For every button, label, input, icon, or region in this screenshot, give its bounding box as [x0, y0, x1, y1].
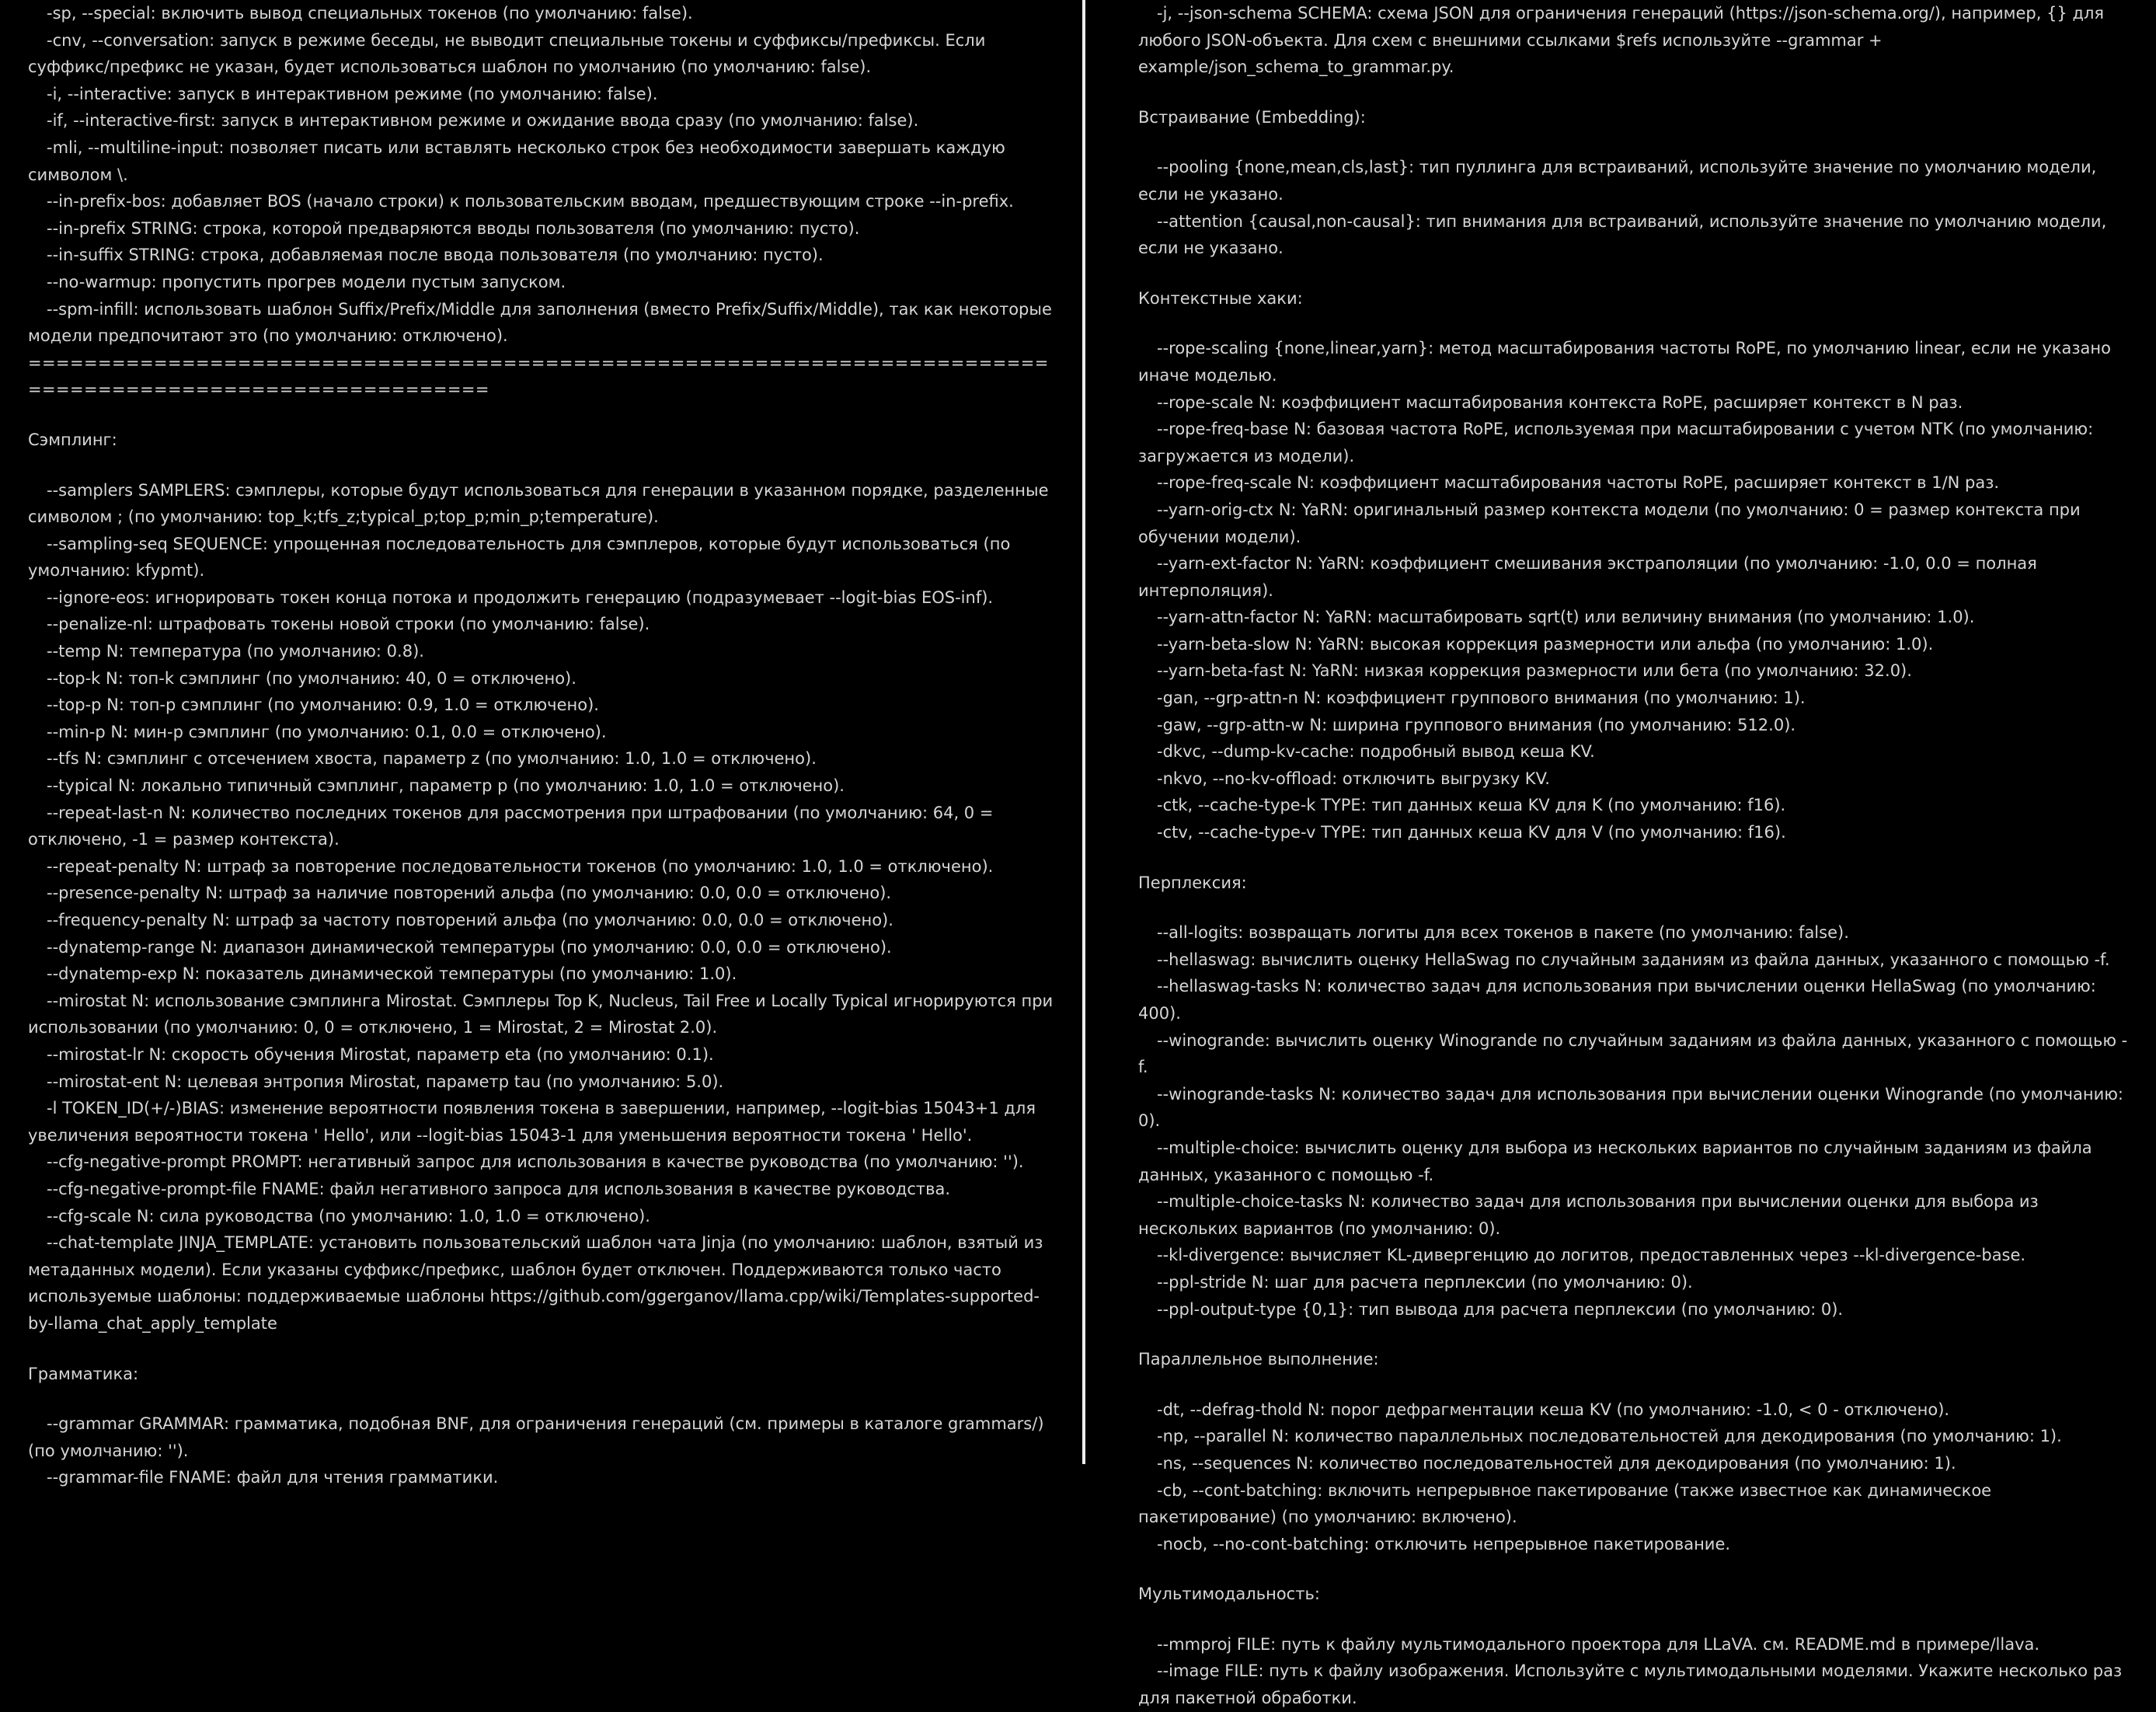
- option-line: -mli, --multiline-input: позволяет писать или вставлять несколько строк без необходимости завершать каждую символом \.: [28, 138, 1011, 184]
- option-line: --winogrande: вычислить оценку Winogrande по случайным заданиям из файла данных, указанного с помощью -f.: [1138, 1030, 2128, 1077]
- option-line: --mirostat N: использование сэмплинга Mirostat. Сэмплеры Top K, Nucleus, Tail Free и Locally Typical игнорируются при использовании (по умолчанию: 0, 0 = отключено, 1 = Mirostat, 2 = Mirostat 2.0).: [28, 991, 1058, 1037]
- option-line: -if, --interactive-first: запуск в интерактивном режиме и ожидание ввода сразу (по умолчанию: false).: [47, 111, 919, 131]
- option-line: -ctk, --cache-type-k TYPE: тип данных кеша KV для K (по умолчанию: f16).: [1157, 796, 1786, 815]
- sampling-options-list: [28, 477, 1058, 1337]
- option-line: -ctv, --cache-type-v TYPE: тип данных кеша KV для V (по умолчанию: f16).: [1157, 823, 1786, 842]
- option-line: -dkvc, --dump-kv-cache: подробный вывод кеша KV.: [1157, 742, 1595, 762]
- option-line: --mirostat-lr N: скорость обучения Mirostat, параметр eta (по умолчанию: 0.1).: [47, 1044, 714, 1064]
- option-line: --cfg-negative-prompt-file FNAME: файл негативного запроса для использования в качестве руководства.: [47, 1179, 951, 1198]
- option-line: --mmproj FILE: путь к файлу мультимодального проектора для LLaVA. см. README.md в примере/llava.: [1157, 1634, 2040, 1654]
- sampling-heading: Сэмплинг:: [28, 430, 117, 449]
- option-line: -i, --interactive: запуск в интерактивном режиме (по умолчанию: false).: [47, 84, 658, 103]
- embedding-heading: Встраивание (Embedding):: [1138, 107, 1366, 127]
- right-terminal-pane[interactable]: [1085, 0, 2156, 1708]
- option-line: --ppl-stride N: шаг для расчета перплексии (по умолчанию: 0).: [1157, 1272, 1693, 1292]
- grammar-options-list: [28, 1410, 1054, 1491]
- option-line: --samplers SAMPLERS: сэмплеры, которые будут использоваться для генерации в указанном порядке, разделенные символом ; (по умолчанию: top_k;tfs_z;typical_p;top_p;min_p;temperature).: [28, 480, 1054, 527]
- option-line: -dt, --defrag-thold N: порог дефрагментации кеша KV (по умолчанию: -1.0, < 0 - отключено).: [1157, 1400, 1950, 1419]
- option-line: --multiple-choice-tasks N: количество задач для использования при вычислении оценки для выбора из нескольких вариантов (по умолчанию: 0).: [1138, 1192, 2044, 1238]
- option-line: --multiple-choice: вычислить оценку для выбора из нескольких вариантов по случайным заданиям из файла данных, указанного с помощью -f.: [1138, 1138, 2098, 1184]
- section-separator: ==========================================================================================================: [28, 353, 1049, 399]
- option-line: --in-suffix STRING: строка, добавляемая после ввода пользователя (по умолчанию: пусто).: [47, 246, 824, 265]
- json-schema-option: [1138, 0, 2133, 81]
- option-line: -j, --json-schema SCHEMA: схема JSON для ограничения генераций (https://json-schema.org/), например, {} для любого JSON-объекта. Для схем с внешними ссылками $refs используйте --grammar + example/json_schema_to_grammar.py.: [1138, 4, 2109, 77]
- option-line: --spm-infill: использовать шаблон Suffix/Prefix/Middle для заполнения (вместо Prefix/Suffix/Middle), так как некоторые модели предпочитают это (по умолчанию: отключено).: [28, 299, 1057, 346]
- parallel-options-list: [1138, 1396, 2133, 1558]
- option-line: --rope-freq-scale N: коэффициент масштабирования частоты RoPE, расширяет контекст в 1/N раз.: [1157, 473, 2000, 493]
- option-line: --yarn-attn-factor N: YaRN: масштабировать sqrt(t) или величину внимания (по умолчанию: 1.0).: [1157, 608, 1975, 627]
- option-line: --repeat-penalty N: штраф за повторение последовательности токенов (по умолчанию: 1.0, 1.0 = отключено).: [47, 856, 994, 876]
- option-line: --no-warmup: пропустить прогрев модели пустым запуском.: [47, 272, 566, 291]
- option-line: --grammar-file FNAME: файл для чтения грамматики.: [47, 1468, 499, 1487]
- parallel-heading: Параллельное выполнение:: [1138, 1350, 1379, 1369]
- option-line: -cb, --cont-batching: включить непрерывное пакетирование (также известное как динамическое пакетирование) (по умолчанию: включено).: [1138, 1480, 1997, 1527]
- option-line: --penalize-nl: штрафовать токены новой строки (по умолчанию: false).: [47, 615, 650, 634]
- option-line: -l TOKEN_ID(+/-)BIAS: изменение вероятности появления токена в завершении, например, --logit-bias 15043+1 для увеличения вероятности токена ' Hello', или --logit-bias 15043-1 для уменьшения вероятности токена ' Hello'.: [28, 1099, 1041, 1145]
- option-line: --cfg-scale N: сила руководства (по умолчанию: 1.0, 1.0 = отключено).: [47, 1206, 650, 1226]
- option-line: --kl-divergence: вычисляет KL-дивергенцию до логитов, предоставленных через --kl-divergence-base.: [1157, 1246, 2026, 1265]
- option-line: --ignore-eos: игнорировать токен конца потока и продолжить генерацию (подразумевает --logit-bias EOS-inf).: [47, 588, 994, 607]
- context-hacks-heading: Контекстные хаки:: [1138, 288, 1303, 308]
- option-line: --rope-scaling {none,linear,yarn}: метод масштабирования частоты RoPE, по умолчанию linear, если не указано иначе моделью.: [1138, 339, 2116, 385]
- option-line: -np, --parallel N: количество параллельных последовательностей для декодирования (по умолчанию: 1).: [1157, 1427, 2062, 1446]
- option-line: --top-p N: топ-p сэмплинг (по умолчанию: 0.9, 1.0 = отключено).: [47, 696, 599, 715]
- option-line: --ppl-output-type {0,1}: тип вывода для расчета перплексии (по умолчанию: 0).: [1157, 1299, 1844, 1319]
- option-line: -sp, --special: включить вывод специальных токенов (по умолчанию: false).: [47, 4, 693, 23]
- option-line: --rope-scale N: коэффициент масштабирования контекста RoPE, расширяет контекст в N раз.: [1157, 392, 1963, 412]
- option-line: --in-prefix STRING: строка, которой предваряются вводы пользователя (по умолчанию: пусто).: [47, 218, 860, 238]
- option-line: --pooling {none,mean,cls,last}: тип пуллинга для встраиваний, используйте значение по умолчанию модели, если не указано.: [1138, 158, 2102, 204]
- option-line: -gaw, --grp-attn-w N: ширина группового внимания (по умолчанию: 512.0).: [1157, 715, 1796, 734]
- context-options-list: [1138, 335, 2133, 846]
- interaction-options-list: [28, 0, 1057, 350]
- multimodal-heading: Мультимодальность:: [1138, 1585, 1320, 1604]
- option-line: -nocb, --no-cont-batching: отключить непрерывное пакетирование.: [1157, 1534, 1731, 1553]
- option-line: --yarn-beta-slow N: YaRN: высокая коррекция размерности или альфа (по умолчанию: 1.0).: [1157, 634, 1934, 654]
- option-line: -gan, --grp-attn-n N: коэффициент группового внимания (по умолчанию: 1).: [1157, 689, 1806, 708]
- option-line: --top-k N: топ-k сэмплинг (по умолчанию: 40, 0 = отключено).: [47, 668, 576, 688]
- grammar-heading: Грамматика:: [28, 1364, 139, 1383]
- option-line: --yarn-orig-ctx N: YaRN: оригинальный размер контекста модели (по умолчанию: 0 = размер контекста при обучении модели).: [1138, 500, 2086, 546]
- option-line: --mirostat-ent N: целевая энтропия Mirostat, параметр tau (по умолчанию: 5.0).: [47, 1072, 724, 1091]
- option-line: --winogrande-tasks N: количество задач для использования при вычислении оценки Winogrande (по умолчанию: 0).: [1138, 1084, 2129, 1131]
- embedding-options-list: [1138, 154, 2133, 261]
- multimodal-options-list: [1138, 1631, 2133, 1712]
- option-line: --all-logits: возвращать логиты для всех токенов в пакете (по умолчанию: false).: [1157, 923, 1849, 943]
- left-terminal-pane[interactable]: [0, 0, 1082, 1487]
- option-line: --sampling-seq SEQUENCE: упрощенная последовательность для сэмплеров, которые будут использоваться (по умолчанию: kfypmt).: [28, 534, 1016, 581]
- option-line: --hellaswag-tasks N: количество задач для использования при вычислении оценки HellaSwag (по умолчанию: 400).: [1138, 977, 2102, 1023]
- option-line: --temp N: температура (по умолчанию: 0.8).: [47, 642, 424, 661]
- option-line: --presence-penalty N: штраф за наличие повторений альфа (по умолчанию: 0.0, 0.0 = отключено).: [47, 884, 892, 903]
- option-line: --cfg-negative-prompt PROMPT: негативный запрос для использования в качестве руководства (по умолчанию: '').: [47, 1152, 1024, 1172]
- option-line: --typical N: локально типичный сэмплинг, параметр p (по умолчанию: 1.0, 1.0 = отключено).: [47, 776, 845, 796]
- perplexity-heading: Перплексия:: [1138, 873, 1247, 892]
- option-line: --yarn-ext-factor N: YaRN: коэффициент смешивания экстраполяции (по умолчанию: -1.0, 0.0 = полная интерполяция).: [1138, 554, 2043, 600]
- option-line: -cnv, --conversation: запуск в режиме беседы, не выводит специальные токены и суффиксы/префиксы. Если суффикс/префикс не указан, будет использоваться шаблон по умолчанию (по умолчанию: false).: [28, 30, 991, 77]
- option-line: --dynatemp-range N: диапазон динамической температуры (по умолчанию: 0.0, 0.0 = отключено).: [47, 937, 892, 957]
- option-line: --dynatemp-exp N: показатель динамической температуры (по умолчанию: 1.0).: [47, 964, 737, 984]
- perplexity-options-list: [1138, 919, 2133, 1323]
- option-line: --grammar GRAMMAR: грамматика, подобная BNF, для ограничения генераций (см. примеры в каталоге grammars/) (по умолчанию: '').: [28, 1414, 1050, 1460]
- option-line: --image FILE: путь к файлу изображения. Используйте с мультимодальными моделями. Укажите несколько раз для пакетной обработки.: [1138, 1661, 2127, 1708]
- option-line: --repeat-last-n N: количество последних токенов для рассмотрения при штрафовании (по умолчанию: 64, 0 = отключено, -1 = размер контекста).: [28, 803, 999, 849]
- option-line: -ns, --sequences N: количество последовательностей для декодирования (по умолчанию: 1).: [1157, 1453, 1956, 1473]
- option-line: --hellaswag: вычислить оценку HellaSwag по случайным заданиям из файла данных, указанного с помощью -f.: [1157, 950, 2110, 969]
- option-line: --frequency-penalty N: штраф за частоту повторений альфа (по умолчанию: 0.0, 0.0 = отключено).: [47, 911, 893, 929]
- option-line: --attention {causal,non-causal}: тип внимания для встраиваний, используйте значение по умолчанию модели, если не указано.: [1138, 211, 2112, 258]
- option-line: --min-p N: мин-p сэмплинг (по умолчанию: 0.1, 0.0 = отключено).: [47, 722, 607, 741]
- option-line: --rope-freq-base N: базовая частота RoPE, используемая при масштабировании с учетом NTK (по умолчанию: загружается из модели).: [1138, 420, 2099, 465]
- option-line: --chat-template JINJA_TEMPLATE: установить пользовательский шаблон чата Jinja (по умолчанию: шаблон, взятый из метаданных модели). Если указаны суффикс/префикс, шаблон будет отключен. Поддерживаются только часто используемые шаблоны: поддерживаемые шаблоны https://github.com/ggerganov/llama.cpp/wiki/Templates-supported-by-llama_chat_apply_template: [28, 1233, 1049, 1333]
- option-line: -nkvo, --no-kv-offload: отключить выгрузку KV.: [1157, 769, 1550, 788]
- option-line: --tfs N: сэмплинг с отсечением хвоста, параметр z (по умолчанию: 1.0, 1.0 = отключено).: [47, 749, 817, 769]
- option-line: --in-prefix-bos: добавляет BOS (начало строки) к пользовательским вводам, предшествующим строке --in-prefix.: [47, 192, 1014, 211]
- option-line: --yarn-beta-fast N: YaRN: низкая коррекция размерности или бета (по умолчанию: 32.0).: [1157, 661, 1912, 681]
